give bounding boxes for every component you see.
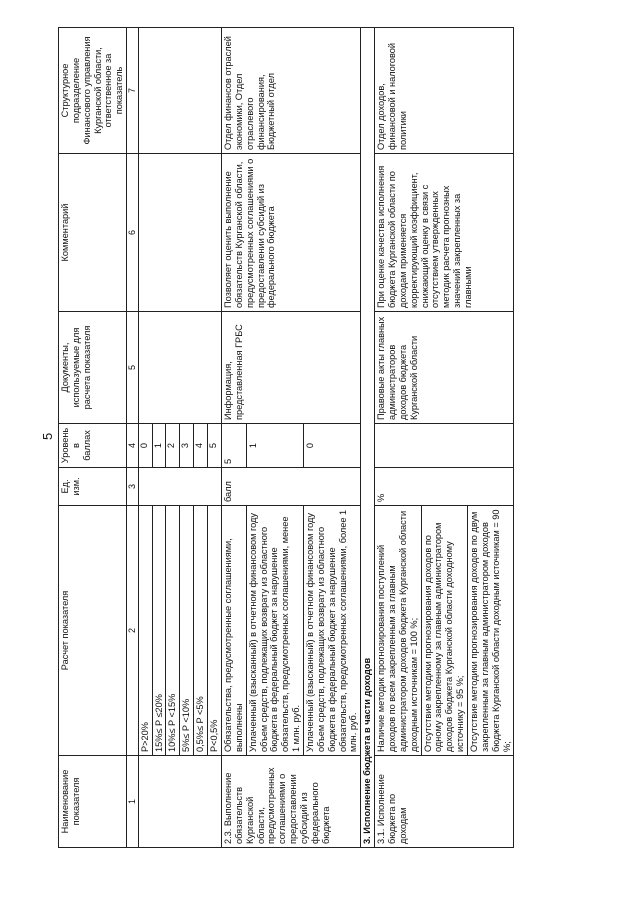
- comment-cell: [138, 154, 221, 312]
- score-cell: 4: [194, 424, 208, 468]
- calc-cell: Уплаченный (взысканный) в отчетном финансовом году объем средств, подлежащих возврату из областного бюджета в федеральный бюджет за нарушение обязательств, предусмотренных соглашениями, менее 1 млн. руб.: [246, 506, 303, 756]
- calc-cell: P<0,5%: [208, 506, 222, 756]
- header-name: Наименование показателя: [59, 756, 127, 848]
- calc-cell: 15%≤ P ≤20%: [152, 506, 166, 756]
- indicator-name-cell: 3.1. Исполнение бюджета по доходам: [375, 756, 514, 848]
- dept-cell: Отдел финансов отраслей экономики, Отдел отраслевого финансирования, Бюджетный отдел: [221, 28, 360, 154]
- col-number: 4: [127, 424, 139, 468]
- header-row: [59, 28, 127, 848]
- rotated-page: [58, 28, 628, 848]
- indicator-name-cell: 2.3. Выполнение обязательств Курганской области, предусмотренных соглашениями о предоставлении субсидий из федерального бюджета: [221, 756, 360, 848]
- docs-cell: [138, 312, 221, 424]
- unit-cell: балл: [221, 468, 360, 506]
- score-cell: 2: [166, 424, 180, 468]
- indicator-name-cell: [138, 756, 221, 848]
- column-number-row: [127, 28, 139, 848]
- col-number: 5: [127, 312, 139, 424]
- header-unit: Ед. изм.: [59, 468, 127, 506]
- docs-cell: Правовые акты главных администраторов доходов бюджета Курганской области: [375, 312, 514, 424]
- dept-cell: Отдел доходов, финансовой и налоговой политики: [375, 28, 514, 154]
- comment-cell: При оценке качества исполнения бюджета Курганской области по доходам применяется корректирующий коэффициент, снижающий оценку в связи с отсутствием утвержденных методик расчета прогнозных значений закрепленных за главными: [375, 154, 514, 312]
- header-score: Уровень в баллах: [59, 424, 127, 468]
- calc-cell: Отсутствие методики прогнозирования доходов по одному закрепленному за главным администратором доходов бюджета Курганской области доходному источнику = 95 %;: [421, 506, 467, 756]
- calc-cell: P>20%: [138, 506, 152, 756]
- calc-cell: Отсутствие методики прогнозирования доходов по двум закрепленным за главным администратором доходов бюджета Курганской области доходным источникам = 90 %;: [467, 506, 513, 756]
- unit-cell: %: [375, 468, 514, 506]
- calc-cell: Наличие методик прогнозирования поступлений доходов по всем закрепленным за главным администратором доходов бюджета Курганской области доходным источникам = 100 %;: [375, 506, 421, 756]
- calc-cell: 0,5%≤ P <5%: [194, 506, 208, 756]
- section-row: [361, 28, 375, 848]
- calc-cell: Обязательства, предусмотренные соглашениями, выполнены: [221, 506, 246, 756]
- calc-cell: 10%≤ P <15%: [166, 506, 180, 756]
- col-number: 3: [127, 468, 139, 506]
- score-cell: 5: [221, 424, 246, 468]
- section-title: 3. Исполнение бюджета в части доходов: [361, 28, 375, 848]
- header-calc: Расчет показателя: [59, 506, 127, 756]
- page-number: 5: [40, 432, 55, 440]
- table-row: [375, 28, 421, 848]
- header-dept: Структурное подразделение Финансового управления Курганской области, ответственное за показатель: [59, 28, 127, 154]
- table-row: [221, 28, 246, 848]
- dept-cell: [138, 28, 221, 154]
- calc-cell: 5%≤ P <10%: [180, 506, 194, 756]
- table-row: [138, 28, 152, 848]
- score-cell: 1: [152, 424, 166, 468]
- calc-cell: Уплаченный (взысканный) в отчетном финансовом году объем средств, подлежащих возврату из областного бюджета в федеральный бюджет за нарушение обязательств, предусмотренных соглашениями, более 1 млн. руб.: [303, 506, 360, 756]
- col-number: 2: [127, 506, 139, 756]
- comment-cell: Позволяет оценить выполнение обязательств Курганской области, предусмотренных соглашениями о предоставлении субсидий из федерального бюджета: [221, 154, 360, 312]
- header-docs: Документы, используемые для расчета показателя: [59, 312, 127, 424]
- score-cell: 0: [303, 424, 360, 468]
- score-cell: 5: [208, 424, 222, 468]
- col-number: 6: [127, 154, 139, 312]
- score-cell: [375, 424, 514, 468]
- docs-cell: Информация, представленная ГРБС: [221, 312, 360, 424]
- col-number: 1: [127, 756, 139, 848]
- indicators-table: [58, 27, 514, 848]
- score-cell: 1: [246, 424, 303, 468]
- score-cell: 3: [180, 424, 194, 468]
- col-number: 7: [127, 28, 139, 154]
- score-cell: 0: [138, 424, 152, 468]
- header-comment: Комментарий: [59, 154, 127, 312]
- unit-cell: [138, 468, 221, 506]
